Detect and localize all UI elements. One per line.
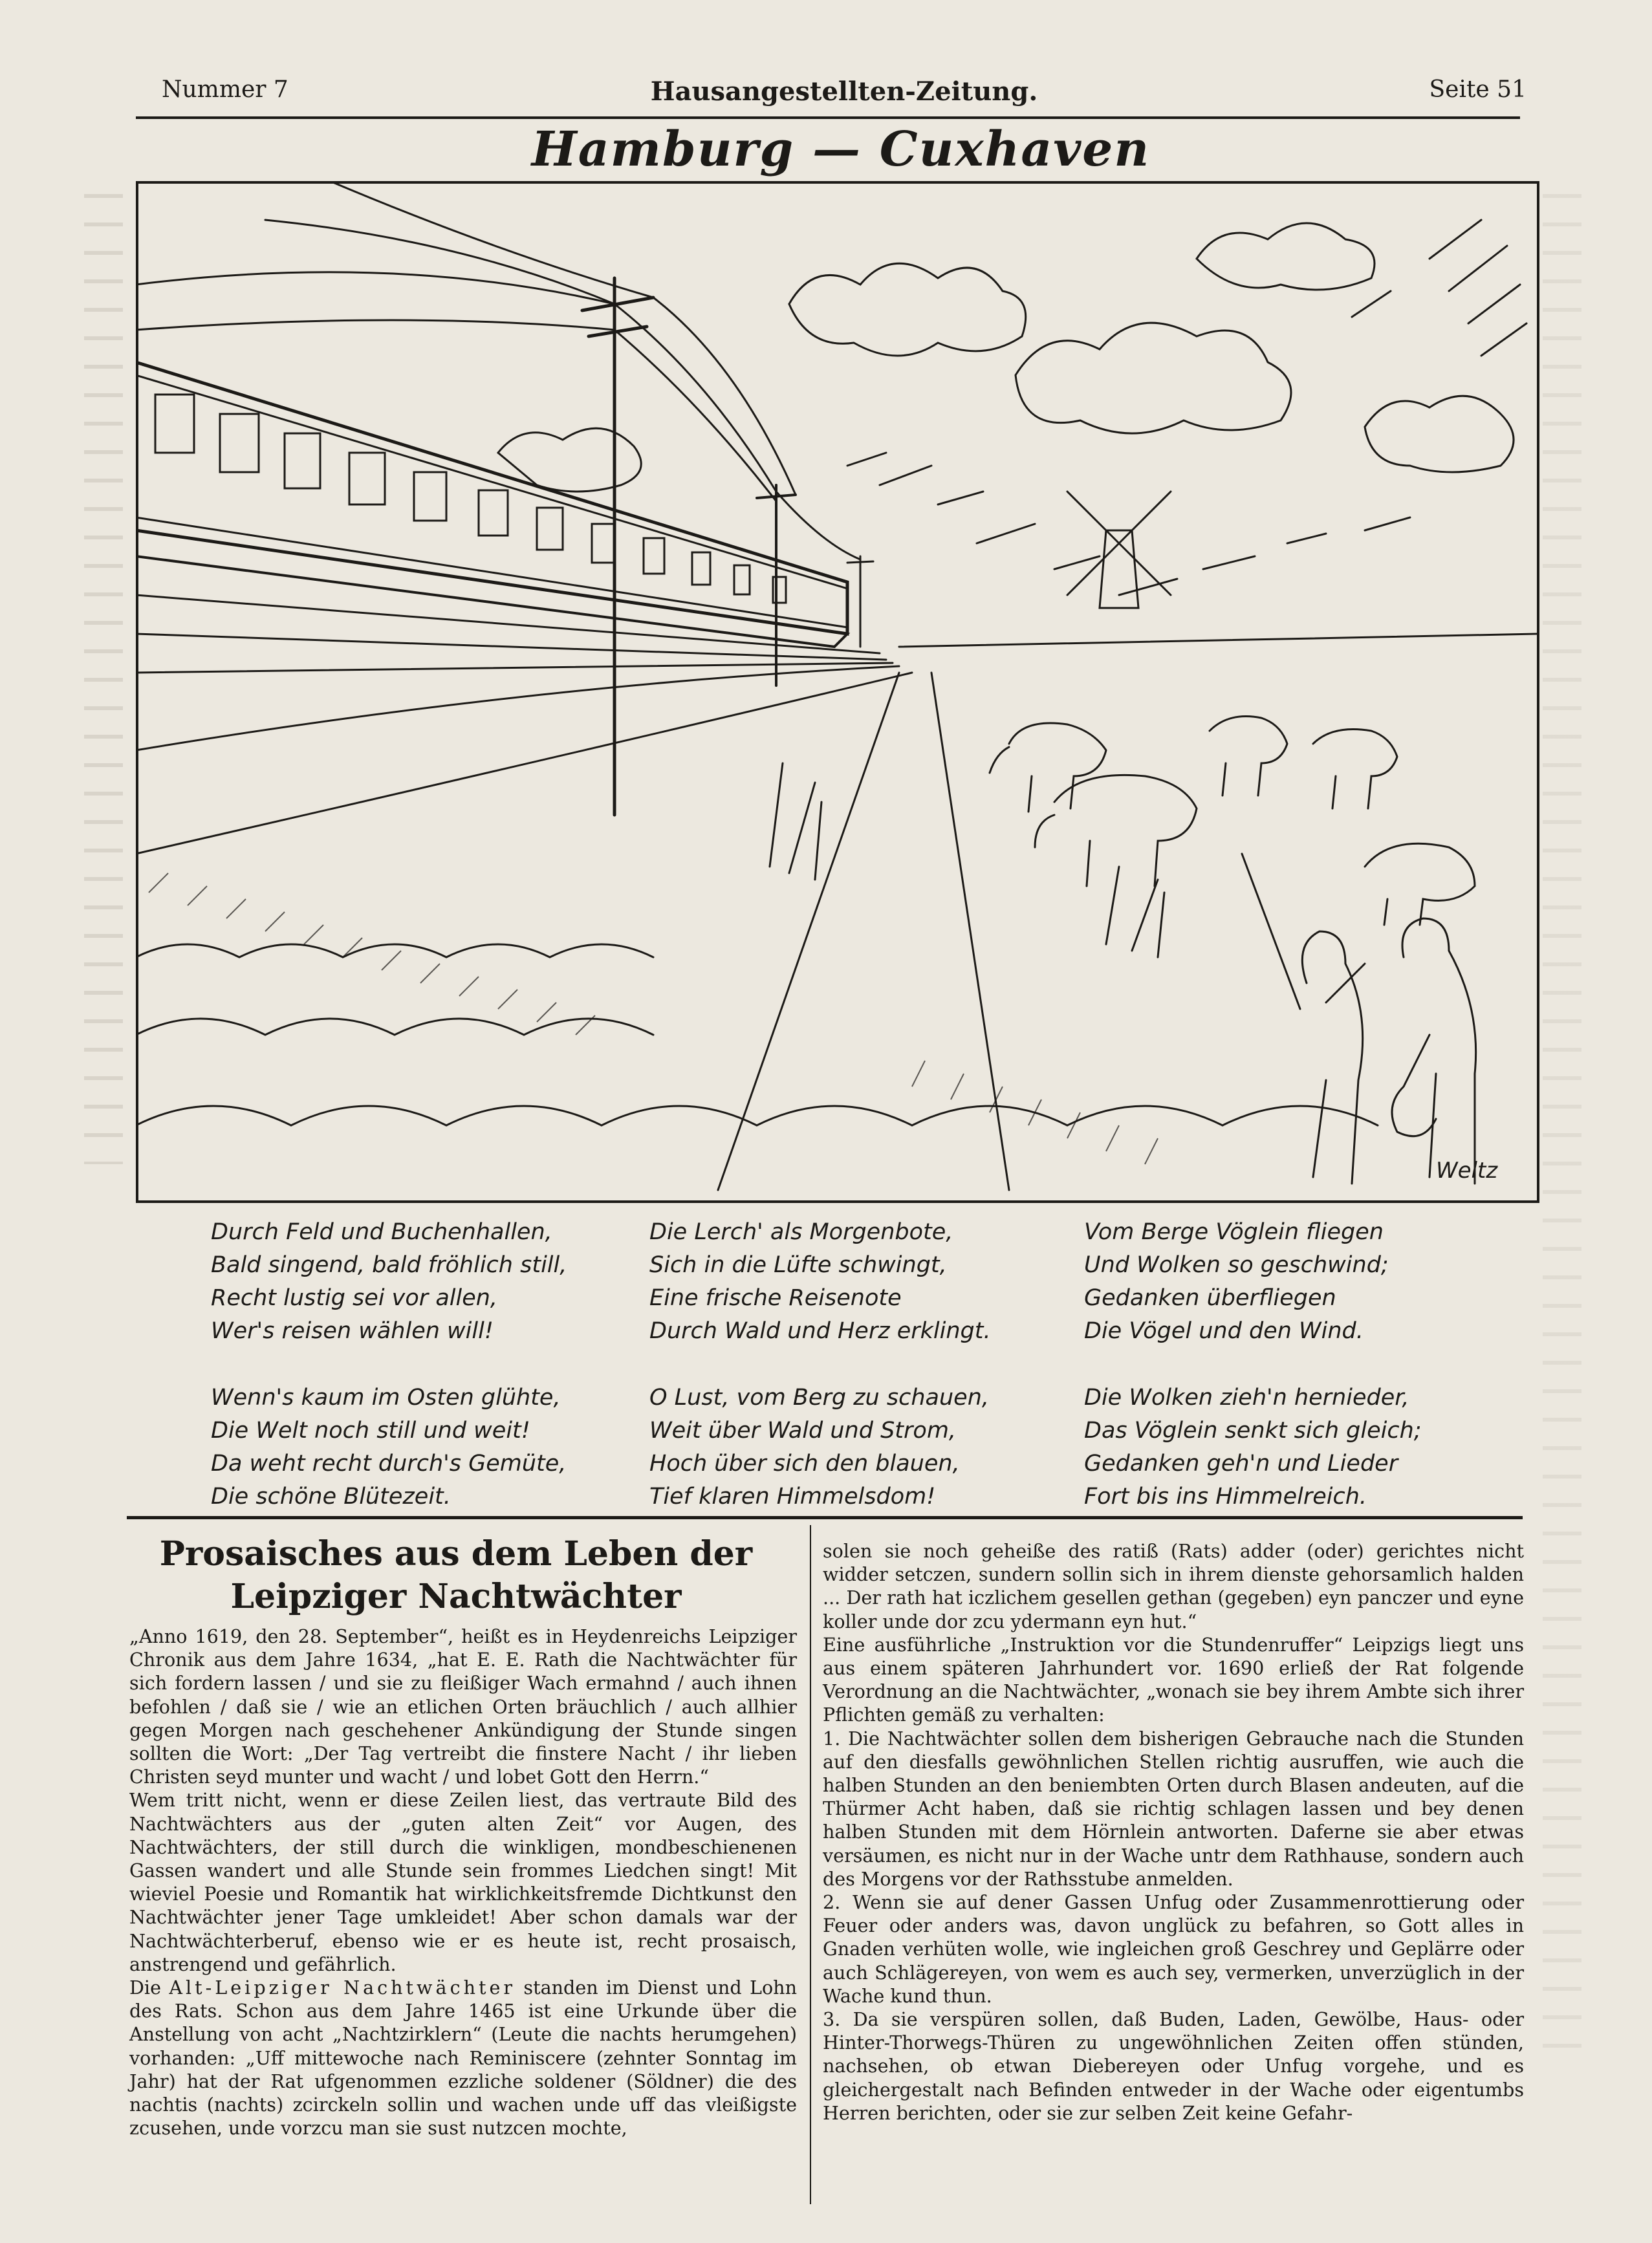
poem-line: Bald singend, bald fröhlich still, <box>211 1252 567 1278</box>
poem-line: Die Welt noch still und weit! <box>211 1418 530 1444</box>
poem-line: Wer's reisen wählen will! <box>211 1318 494 1344</box>
artist-signature: Weltz <box>1436 1158 1498 1184</box>
article-text: standen im Dienst und Lohn des Rats. Schon aus dem Jahre 1465 ist eine Urkunde über die Anstellung von acht „Nachtzirklern“ (Leute die nachts herumgehen) vorhanden: „Uff mittewoche nach Reminiscere (zehnter Sonntag im Jahr) hat der Rat ufgenommen ezzliche soldener (Söldner) die des nachtis (nachts) zcirckeln sollin und wachen unde uff das vleißigste zcusehen, unde vorzcu man sie sust nutzcen mochte, <box>129 1977 797 2140</box>
bleed-through <box>84 194 123 1164</box>
poem-column-3 <box>1084 1216 1498 1547</box>
poem-line: Die Wolken zieh'n hernieder, <box>1084 1385 1409 1411</box>
poem-line: Fort bis ins Himmelreich. <box>1084 1484 1367 1510</box>
poem-line: Vom Berge Vöglein fliegen <box>1084 1219 1384 1245</box>
poem-line: Die Vögel und den Wind. <box>1084 1318 1364 1344</box>
poem <box>211 1216 1440 1513</box>
article-column-left <box>129 1625 797 2140</box>
poem-stanza <box>211 1216 625 1348</box>
article-paragraph: 2. Wenn sie auf dener Gassen Unfug oder Zusammenrottierung oder Feuer oder anders was, davon unglück zu befahren, so Gott alles in Gnaden verhüten wolle, wie ingleichen groß Geschrey und Geplärre oder auch Schlägereyen, von wem es auch sey, vermerken, unverzüglich in der Wache kund thun. <box>823 1891 1524 2007</box>
poem-line: Hoch über sich den blauen, <box>649 1451 960 1477</box>
poem-stanza <box>649 1216 1063 1348</box>
poem-stanza <box>649 1382 1063 1513</box>
poem-line: Gedanken überfliegen <box>1084 1285 1336 1311</box>
poem-line: Weit über Wald und Strom, <box>649 1418 957 1444</box>
poem-rule <box>127 1516 1523 1519</box>
poem-line: Das Vöglein senkt sich gleich; <box>1084 1418 1422 1444</box>
poem-line: Die schöne Blütezeit. <box>211 1484 451 1510</box>
poem-line: Eine frische Reisenote <box>649 1285 902 1311</box>
poem-line: O Lust, vom Berg zu schauen, <box>649 1385 989 1411</box>
poem-line: Wenn's kaum im Osten glühte, <box>211 1385 561 1411</box>
article-text: Die <box>129 1977 161 1999</box>
poem-line: Da weht recht durch's Gemüte, <box>211 1451 567 1477</box>
poem-line: Recht lustig sei vor allen, <box>211 1285 498 1311</box>
article-paragraph: „Anno 1619, den 28. September“, heißt es in Heydenreichs Leipziger Chronik aus dem Jahre 1634, „hat E. E. Rath die Nachtwächter für sich fordern lassen / und sie zu fleißiger Wach ermahnd / auch ihnen befohlen / daß sie / wie an etlichen Orten bräuchlich / auch allhier gegen Morgen nach geschehener Ankündigung der Stunde singen sollten die Wort: „Der Tag vertreibt die finstere Nacht / ihr lieben Christen seyd munter und wacht / und lobet Gott den Herrn.“ <box>129 1625 797 1788</box>
poem-line: Sich in die Lüfte schwingt, <box>649 1252 947 1278</box>
poem-stanza <box>211 1382 625 1513</box>
poem-line: Und Wolken so geschwind; <box>1084 1252 1389 1278</box>
page-number: Seite 51 <box>1429 76 1527 103</box>
article-title <box>129 1533 783 1618</box>
article-emphasis: Alt-Leipziger Nachtwächter <box>169 1977 516 1999</box>
poem-column-1 <box>211 1216 625 1547</box>
article-paragraph: solen sie noch geheiße des ratiß (Rats) adder (oder) gerichtes nicht widder setczen, sundern sollin sich in ihrem dienste gehorsamlich halden ... Der rath hat iczlichem gesellen gethan (gegeben) eyn panczer und eyne koller unde dor zcu ydermann eyn hut.“ <box>823 1540 1524 1632</box>
poem-stanza <box>1084 1216 1498 1348</box>
poem-line: Durch Feld und Buchenhallen, <box>211 1219 552 1245</box>
issue-number: Nummer 7 <box>162 76 288 103</box>
poem-column-2 <box>649 1216 1063 1547</box>
article-paragraph: Wem tritt nicht, wenn er diese Zeilen liest, das vertraute Bild des Nachtwächters aus der „guten alten Zeit“ vor Augen, des Nachtwächters, der still durch die winkligen, mondbeschienenen Gassen wandert und alle Stunde sein frommes Liedchen singt! Mit wieviel Poesie und Romantik hat wirklichkeitsfremde Dichtkunst den Nachtwächter jener Tage umkleidet! Aber schon damals war der Nachtwächterberuf, ebenso wie er es heute ist, recht prosaisch, anstrengend und gefährlich. <box>129 1789 797 1975</box>
train-landscape-illustration <box>136 181 1539 1203</box>
header-rule <box>136 116 1520 119</box>
article-paragraph: 3. Da sie verspüren sollen, daß Buden, Laden, Gewölbe, Haus- oder Hinter-Thorwegs-Thüren zu ungewöhnlichen Zeiten offen stünden, nachsehen, ob etwan Diebereyen oder Unfug vorgehe, und es gleichergestalt nach Befinden entweder in der Wache oder eigentumbs Herren berichten, oder sie zur selben Zeit keine Gefahr- <box>823 2008 1524 2124</box>
bleed-through-lower <box>1543 194 1581 2070</box>
article-paragraph: Eine ausführliche „Instruktion vor die Stundenruffer“ Leipzigs liegt uns aus einem späteren Jahrhundert vor. 1690 erließ der Rat folgende Verordnung an die Nachtwächter, „wonach sie bey ihrem Ambte sich ihrer Pflichten gemäß zu verhalten: <box>823 1633 1524 1726</box>
article-paragraph <box>129 1976 797 2140</box>
article-title-line-2: Leipziger Nachtwächter <box>230 1577 682 1616</box>
article-column-right <box>823 1539 1524 2125</box>
poem-line: Durch Wald und Herz erklingt. <box>649 1318 991 1344</box>
illustration-title: Hamburg — Cuxhaven <box>531 122 1151 177</box>
poem-line: Gedanken geh'n und Lieder <box>1084 1451 1398 1477</box>
poem-line: Tief klaren Himmelsdom! <box>649 1484 936 1510</box>
article-title-line-1: Prosaisches aus dem Leben der <box>159 1534 753 1574</box>
article-paragraph: 1. Die Nachtwächter sollen dem bisherigen Gebrauche nach die Stunden auf den diesfalls gewöhnlichen Stellen richtig ausruffen, wie auch die halben Stunden an den beniembten Orten durch Blasen andeuten, auf die Thürmer Acht haben, daß sie richtig schlagen lassen und bey denen halben Stunden mit dem Hörnlein antworten. Daferne sie aber etwas versäumen, es nicht nur in der Wache untr dem Rathhause, sondern auch des Morgens vor der Rathsstube anmelden. <box>823 1727 1524 1890</box>
publication-title: Hausangestellten-Zeitung. <box>650 76 1038 107</box>
poem-stanza <box>1084 1382 1498 1513</box>
poem-line: Die Lerch' als Morgenbote, <box>649 1219 953 1245</box>
page-header <box>162 76 1527 115</box>
column-divider <box>810 1525 811 2204</box>
